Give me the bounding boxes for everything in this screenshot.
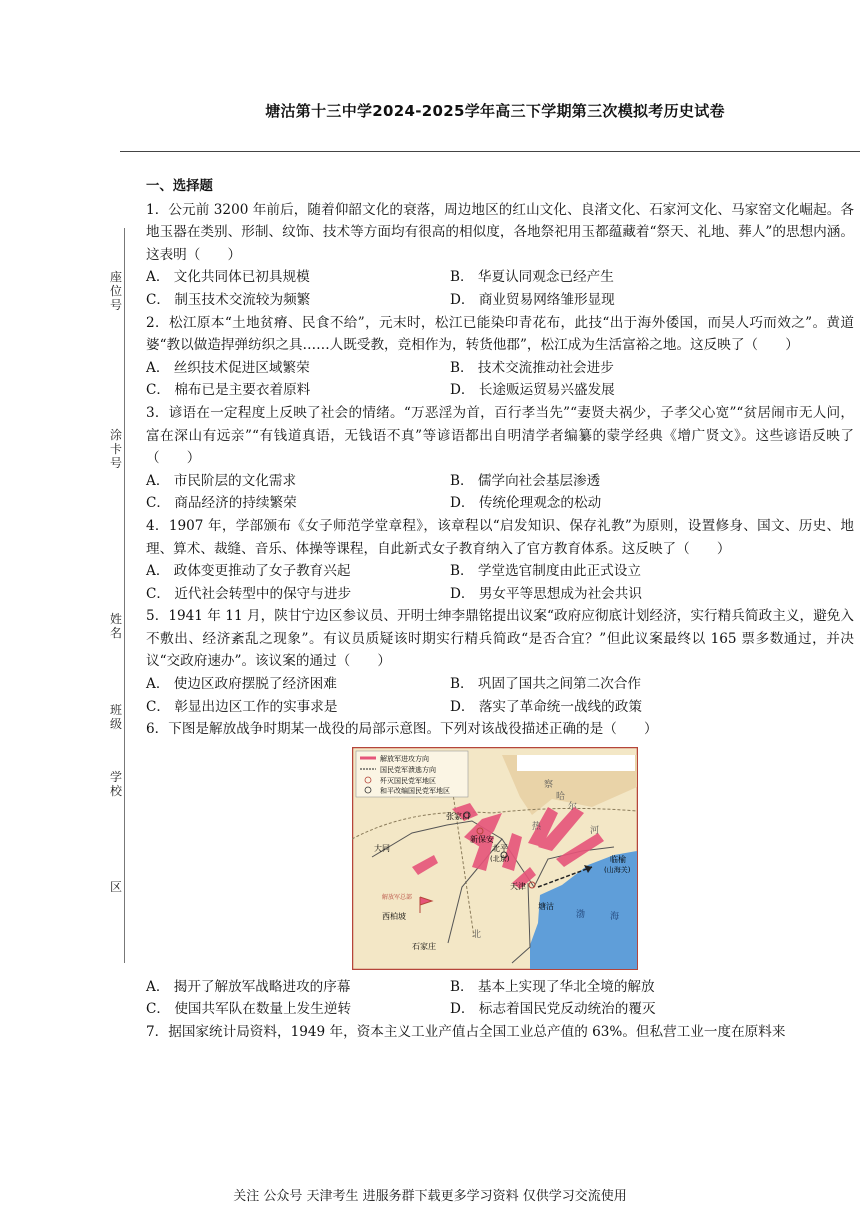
option-a[interactable]: A． 揭开了解放军战略进攻的序幕 <box>146 978 351 995</box>
school-label: 学校 <box>109 770 122 798</box>
option-a[interactable]: A． 文化共同体已初具规模 <box>146 269 310 286</box>
question-2 <box>146 312 854 402</box>
question-text: 7．据国家统计局资料，1949 年，资本主义工业产值占全国工业总产值的 63%。但私营工业一度在原料来 <box>146 1024 786 1041</box>
title-divider <box>120 151 860 152</box>
city-xinbaoan: 新保安 <box>470 834 494 844</box>
option-b[interactable]: B． 技术交流推动社会进步 <box>450 359 614 376</box>
question-text: 1．公元前 3200 年前后，随着仰韶文化的衰落，周边地区的红山文化、良渚文化、石家河文化、马家窑文化崛起。各地玉器在类别、形制、纹饰、技术等方面均有很高的相似度，各地祭祀用玉都蕴藏着“祭天、礼地、葬人”的思想内涵。这表明（ ） <box>146 201 854 263</box>
region-er: 尔 <box>568 801 578 812</box>
region-re: 热 <box>532 821 542 832</box>
question-text: 6．下图是解放战争时期某一战役的局部示意图。下列对该战役描述正确的是（ ） <box>146 721 658 738</box>
city-shijiazhuang: 石家庄 <box>412 941 436 951</box>
map-label-patch <box>517 755 635 771</box>
option-a[interactable]: A． 市民阶层的文化需求 <box>146 472 297 489</box>
option-b[interactable]: B． 华夏认同观念已经产生 <box>450 269 614 286</box>
question-text: 4．1907 年，学部颁布《女子师范学堂章程》，该章程以“启发知识、保存礼教”为原则，设置修身、国文、历史、地理、算术、裁缝、音乐、体操等课程，自此新式女子教育纳入了官方教育体系。这反映了（ ） <box>146 517 854 557</box>
option-c[interactable]: C． 商品经济的持续繁荣 <box>146 495 297 512</box>
legend-retreat-label: 国民党军溃逃方向 <box>380 765 436 774</box>
battle-map-svg <box>352 747 638 970</box>
battle-map <box>352 747 638 970</box>
option-a[interactable]: A． 政体变更推动了女子教育兴起 <box>146 563 351 580</box>
region-bei: 北 <box>472 929 482 940</box>
region-cha: 察 <box>544 779 554 790</box>
option-b[interactable]: B． 巩固了国共之间第二次合作 <box>450 676 642 693</box>
class-label: 班级 <box>109 703 122 731</box>
question-text: 3．谚语在一定程度上反映了社会的情绪。“万恶淫为首，百行孝当先”“妻贤夫祸少，子孝父心宽”“贫居闹市无人问，富在深山有远亲”“有钱道真语，无钱语不真”等谚语都出自明清学者编纂的蒙学经典《增广贤文》。这些谚语反映了（ ） <box>146 404 854 467</box>
region-ha: 哈 <box>556 791 566 802</box>
question-4 <box>146 515 854 605</box>
question-text: 2．松江原本“土地贫瘠、民食不给”，元末时，松江已能染印青花布，此技“出于海外倭国，而吴人巧而效之”。黄道婆“教以做造捍弹纺织之具……人既受教，竞相作为，转货他郡”，松江成为生活富裕之地。这反映了（ ） <box>146 314 854 354</box>
city-zhangjiakou: 张家口 <box>446 811 470 821</box>
option-b[interactable]: B． 基本上实现了华北全境的解放 <box>450 978 655 995</box>
city-beijing: (北京) <box>490 854 510 863</box>
city-beiping: 北平 <box>492 843 508 853</box>
city-hq: 解放军总部 <box>382 893 413 901</box>
city-tanggu: 塘沽 <box>538 901 554 911</box>
option-d[interactable]: D． 商业贸易网络雏形显现 <box>450 291 615 308</box>
section-title: 一、选择题 <box>146 179 213 194</box>
option-d[interactable]: D． 落实了革命统一战线的政策 <box>450 698 642 715</box>
sea-hai: 海 <box>610 911 620 922</box>
binding-margin-line <box>124 228 125 963</box>
exam-content <box>146 176 854 1044</box>
question-1 <box>146 199 854 312</box>
question-7 <box>146 1021 854 1044</box>
city-linyu: 临榆 <box>610 854 626 864</box>
option-c[interactable]: C． 彰显出边区工作的实事求是 <box>146 698 338 715</box>
option-a[interactable]: A． 使边区政府摆脱了经济困难 <box>146 676 337 693</box>
city-tianjin: 天津 <box>510 881 526 891</box>
legend-attack-label: 解放军进攻方向 <box>380 754 429 763</box>
option-a[interactable]: A． 丝织技术促进区域繁荣 <box>146 359 310 376</box>
seat-number-label: 座位号 <box>109 270 122 312</box>
city-datong: 大同 <box>374 843 390 853</box>
card-number-label: 涂卡号 <box>109 428 122 470</box>
name-label: 姓名 <box>109 612 122 640</box>
option-c[interactable]: C． 制玉技术交流较为频繁 <box>146 291 311 308</box>
option-b[interactable]: B． 学堂选官制度由此正式设立 <box>450 563 642 580</box>
region-he: 河 <box>590 825 600 836</box>
sea-bo: 渤 <box>576 909 586 920</box>
question-6 <box>146 718 854 1021</box>
question-5 <box>146 605 854 718</box>
option-d[interactable]: D． 男女平等思想成为社会共识 <box>450 585 642 602</box>
option-b[interactable]: B． 儒学向社会基层渗透 <box>450 472 601 489</box>
legend-annihilate-label: 歼灭国民党军地区 <box>380 776 436 785</box>
option-d[interactable]: D． 长途贩运贸易兴盛发展 <box>450 382 615 399</box>
question-text: 5．1941 年 11 月，陕甘宁边区参议员、开明士绅李鼎铭提出议案“政府应彻底计划经济，实行精兵简政主义，避免入不敷出、经济紊乱之现象”。有议员质疑该时期实行精兵简政“是否合宜？”但此议案最终以 165 票多数通过，并决议“交政府速办”。该议案的通过（ ） <box>146 608 854 670</box>
city-xibaipo: 西柏坡 <box>382 911 406 921</box>
option-c[interactable]: C． 使国共军队在数量上发生逆转 <box>146 1001 352 1018</box>
option-d[interactable]: D． 标志着国民党反动统治的覆灭 <box>450 1001 656 1018</box>
option-d[interactable]: D． 传统伦理观念的松动 <box>450 495 602 512</box>
option-c[interactable]: C． 近代社会转型中的保守与进步 <box>146 585 352 602</box>
page-footer: 关注 公众号 天津考生 进服务群下载更多学习资料 仅供学习交流使用 <box>233 1189 627 1204</box>
city-shanhaiguan: (山海关) <box>604 865 631 874</box>
page-title: 塘沽第十三中学2024-2025学年高三下学期第三次模拟考历史试卷 <box>265 102 725 120</box>
question-3 <box>146 402 854 515</box>
option-c[interactable]: C． 棉布已是主要衣着原料 <box>146 382 311 399</box>
district-label: 区 <box>109 880 122 894</box>
legend-peaceful-label: 和平改编国民党军地区 <box>380 786 450 795</box>
